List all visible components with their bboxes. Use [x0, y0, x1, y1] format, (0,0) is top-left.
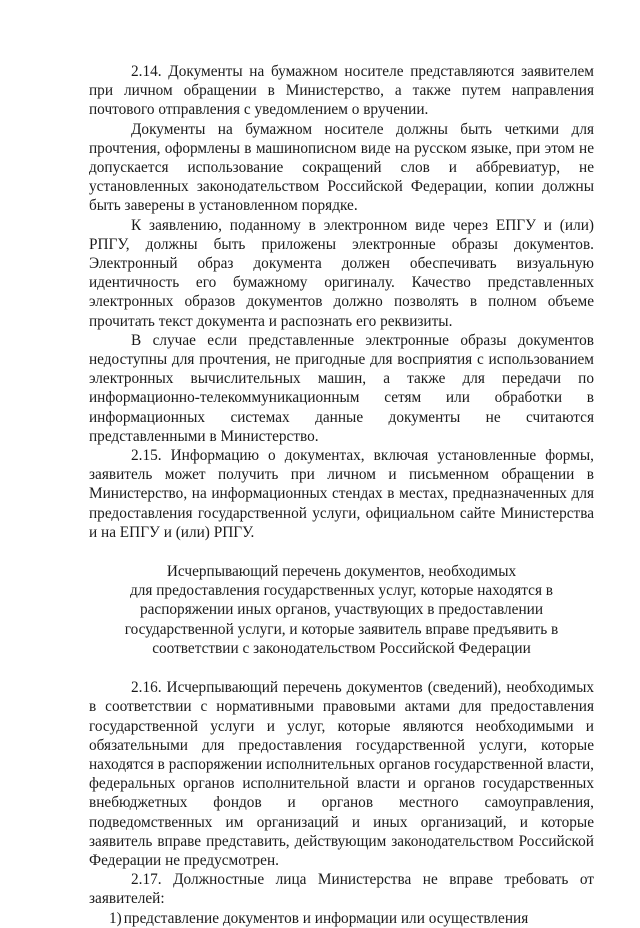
section-heading [89, 562, 594, 658]
paragraph-2-15: 2.15. Информацию о документах, включая установленные формы, заявитель может получить при личном и письменном обращении в Министерство, на информационных стендах в местах, предназначенных для предоставления государственной услуги, официальном сайте Министерства и на ЕПГУ и (или) РПГУ. [89, 447, 594, 541]
paragraph-electronic-images: К заявлению, поданному в электронном виде через ЕПГУ и (или) РПГУ, должны быть приложены электронные образы документов. Электронный образ документа должен обеспечивать визуальную идентичность его бумажному оригиналу. Качество представленных электронных образов документов должно позволять в полном объеме прочитать текст документа и распознать его реквизиты. [89, 216, 594, 330]
paragraph-paper-documents: Документы на бумажном носителе должны быть четкими для прочтения, оформлены в машинописном виде на русском языке, при этом не допускается использование сокращений слов и аббревиатур, не установленных законодательством Российской Федерации, копии должны быть заверены в установленном порядке. [89, 120, 594, 215]
section-heading-line: государственной услуги, и которые заявитель вправе предъявить в [124, 620, 559, 638]
section-heading-line: для предоставления государственных услуг, которые находятся в [129, 582, 554, 600]
section-heading-line: Исчерпывающий перечень документов, необходимых [166, 563, 517, 581]
paragraph-2-14: 2.14. Документы на бумажном носителе представляются заявителем при личном обращении в Министерство, а также путем направления почтового отправления с уведомлением о вручении. [89, 63, 594, 119]
section-heading-line: соответствии с законодательством Российской Федерации [152, 639, 531, 657]
document-page [89, 62, 594, 928]
section-heading-line: распоряжении иных органов, участвующих в предоставлении [139, 601, 544, 619]
list-item-text: представление документов и информации или осуществления [123, 909, 529, 927]
paragraph-2-17: 2.17. Должностные лица Министерства не вправе требовать от заявителей: [89, 871, 594, 908]
list-item-number: 1) [109, 909, 122, 927]
paragraph-unreadable-images: В случае если представленные электронные образы документов недоступны для прочтения, не пригодные для восприятия с использованием электронных вычислительных машин, а также для передачи по информационно-телекоммуникационным сетям или обработки в информационных системах данные документы не считаются представленными в Министерство. [89, 331, 594, 445]
list-item [89, 909, 594, 928]
paragraph-2-16: 2.16. Исчерпывающий перечень документов (сведений), необходимых в соответствии с нормативными правовыми актами для предоставления государственной услуги и услуг, которые являются необходимыми и обязательными для предоставления государственной услуги, которые находятся в распоряжении исполнительных органов государственной власти, федеральных органов исполнительной власти и органов государственных внебюджетных фондов и органов местного самоуправления, подведомственных им организаций и иных организаций, и которые заявитель вправе представить, действующим законодательством Российской Федерации не предусмотрен. [89, 679, 594, 869]
